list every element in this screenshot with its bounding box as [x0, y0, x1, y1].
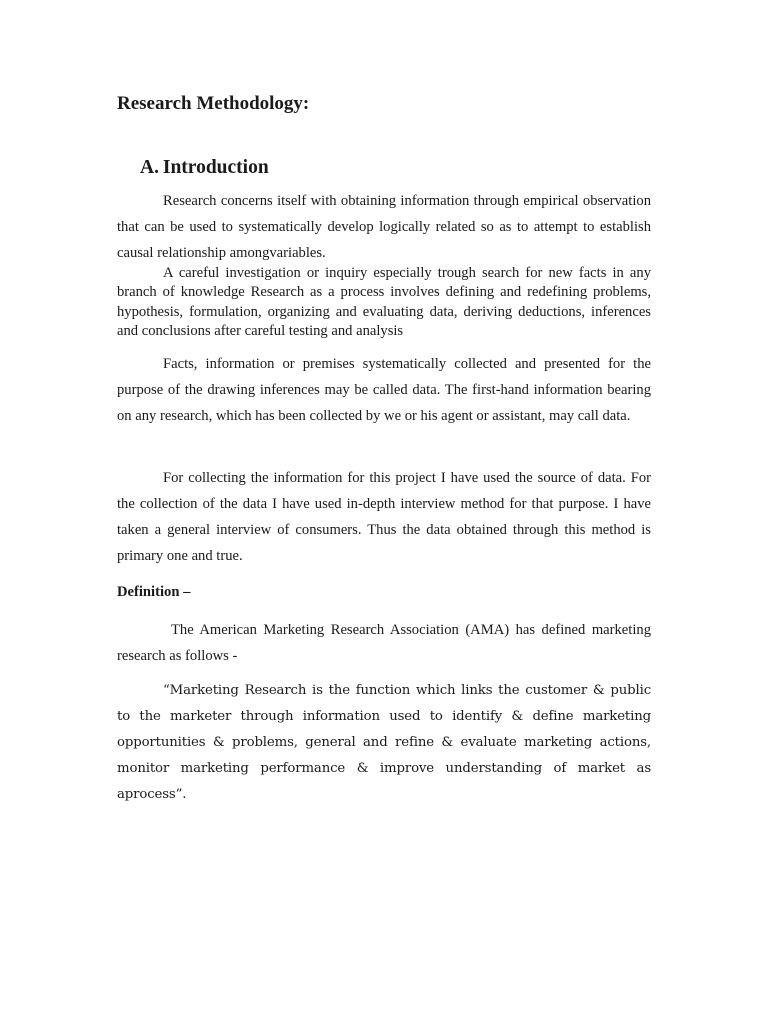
- paragraph-research-concerns: Research concerns itself with obtaining information through empirical observation that can be used to systematically develop logically related so as to attempt to establish causal relationship amongvariables.: [117, 193, 651, 261]
- definition-quote: “Marketing Research is the function which links the customer & public to the marketer through information used to identify & define marketing opportunities & problems, general and refine & evaluate marketing actions, monitor marketing performance & improve understanding of market as aprocess”.: [117, 683, 651, 802]
- section-heading-introduction: A. Introduction: [140, 157, 269, 178]
- paragraph-facts-information: Facts, information or premises systematically collected and presented for the purpose of the drawing inferences may be called data. The first-hand information bearing on any research, which has been collected by we or his agent or assistant, may call data.: [117, 356, 651, 424]
- document-title: Research Methodology:: [117, 93, 310, 114]
- definition-intro-paragraph: The American Marketing Research Association (AMA) has defined marketing research as follows -: [117, 622, 651, 664]
- paragraph-careful-investigation: A careful investigation or inquiry especially trough search for new facts in any branch of knowledge Research as a process involves defining and redefining problems, hypothesis, formulation, organizing and evaluating data, deriving deductions, inferences and conclusions after careful testing and analysis: [117, 265, 651, 339]
- paragraph-collecting-information: For collecting the information for this project I have used the source of data. For the collection of the data I have used in-depth interview method for that purpose. I have taken a general interview of consumers. Thus the data obtained through this method is primary one and true.: [117, 470, 651, 564]
- definition-heading: Definition –: [117, 584, 191, 600]
